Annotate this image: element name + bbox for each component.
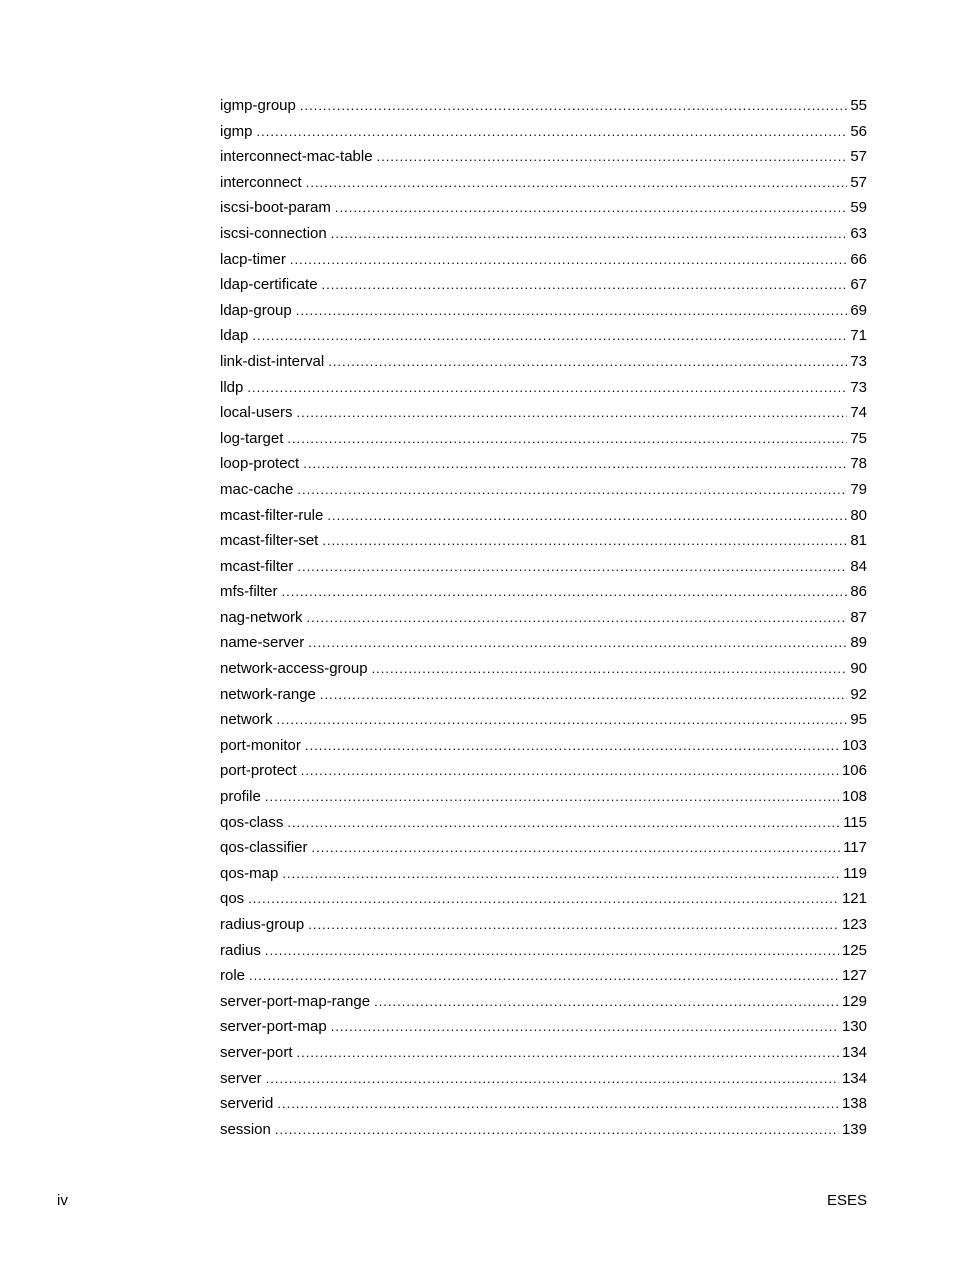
toc-entry-page: 55 — [850, 97, 867, 114]
toc-entry-title: mcast-filter-set — [220, 532, 319, 550]
toc-entry-title: server-port-map-range — [220, 992, 371, 1010]
toc-entry-page: 121 — [841, 890, 867, 908]
toc-entry-title: qos-map — [220, 864, 279, 882]
toc-entry[interactable] — [220, 249, 867, 275]
toc-dot-leader — [300, 95, 847, 117]
toc-entry[interactable] — [220, 1119, 867, 1145]
toc-entry[interactable] — [220, 837, 867, 863]
toc-dot-leader — [322, 274, 848, 296]
toc-entry-title: radius — [220, 941, 261, 959]
toc-entry-title: name-server — [220, 634, 305, 652]
toc-entry-page: 66 — [850, 250, 867, 268]
toc-entry[interactable] — [220, 402, 867, 428]
toc-entry-page: 117 — [843, 839, 867, 857]
toc-entry-title: port-protect — [220, 762, 297, 780]
toc-entry[interactable] — [220, 1016, 867, 1042]
toc-entry-title: network — [220, 711, 273, 729]
toc-entry-page: 115 — [843, 813, 867, 831]
toc-entry-title: qos-class — [220, 813, 284, 831]
toc-entry-page: 57 — [850, 148, 867, 166]
toc-entry-page: 129 — [841, 992, 867, 1010]
toc-entry-page: 59 — [850, 199, 867, 217]
toc-entry[interactable] — [220, 556, 867, 582]
toc-entry-title: interconnect — [220, 173, 302, 191]
toc-entry-title: ldap-group — [220, 301, 292, 319]
toc-dot-leader — [327, 505, 847, 527]
table-of-contents — [220, 95, 867, 1144]
toc-dot-leader — [331, 1016, 839, 1038]
toc-dot-leader — [275, 1119, 839, 1141]
toc-dot-leader — [287, 428, 847, 450]
toc-entry[interactable] — [220, 351, 867, 377]
toc-dot-leader — [257, 121, 848, 143]
toc-entry[interactable] — [220, 735, 867, 761]
toc-entry-page: 84 — [850, 557, 867, 575]
toc-dot-leader — [248, 888, 839, 910]
toc-dot-leader — [307, 607, 848, 629]
toc-entry-page: 73 — [850, 378, 867, 396]
toc-entry[interactable] — [220, 172, 867, 198]
toc-entry-title: log-target — [220, 429, 284, 447]
toc-entry-title: port-monitor — [220, 736, 301, 754]
toc-entry-title: ldap — [220, 327, 249, 345]
toc-dot-leader — [297, 1042, 839, 1064]
toc-entry[interactable] — [220, 965, 867, 991]
toc-entry-title: ldap-certificate — [220, 276, 318, 294]
toc-dot-leader — [247, 377, 847, 399]
toc-entry[interactable] — [220, 991, 867, 1017]
toc-entry[interactable] — [220, 121, 867, 147]
toc-dot-leader — [282, 863, 840, 885]
toc-entry-page: 63 — [850, 224, 867, 242]
footer-page-number: iv — [57, 1192, 68, 1209]
toc-dot-leader — [297, 556, 847, 578]
toc-entry[interactable] — [220, 1068, 867, 1094]
toc-entry[interactable] — [220, 914, 867, 940]
toc-entry-title: lacp-timer — [220, 250, 286, 268]
toc-dot-leader — [277, 709, 848, 731]
toc-entry-title: server-port — [220, 1043, 293, 1061]
toc-dot-leader — [312, 837, 841, 859]
toc-dot-leader — [290, 249, 847, 271]
toc-dot-leader — [303, 453, 847, 475]
toc-dot-leader — [308, 914, 839, 936]
toc-dot-leader — [306, 172, 848, 194]
toc-entry-page: 56 — [850, 122, 867, 140]
toc-entry[interactable] — [220, 377, 867, 403]
toc-entry[interactable] — [220, 146, 867, 172]
toc-entry-title: serverid — [220, 1095, 274, 1113]
toc-entry[interactable] — [220, 95, 867, 121]
toc-entry-page: 81 — [850, 532, 867, 550]
toc-dot-leader — [287, 812, 840, 834]
toc-entry-page: 125 — [841, 941, 867, 959]
toc-entry-page: 123 — [841, 916, 867, 933]
toc-dot-leader — [377, 146, 848, 168]
toc-entry[interactable] — [220, 1042, 867, 1068]
toc-entry-page: 80 — [850, 506, 867, 524]
toc-entry[interactable] — [220, 428, 867, 454]
toc-entry-page: 108 — [841, 788, 867, 806]
toc-entry-title: profile — [220, 788, 261, 806]
toc-entry[interactable] — [220, 505, 867, 531]
footer-label: ESES — [826, 1192, 867, 1209]
toc-dot-leader — [265, 786, 839, 808]
toc-entry[interactable] — [220, 888, 867, 914]
toc-entry-title: mac-cache — [220, 480, 294, 498]
toc-entry-page: 79 — [850, 480, 867, 498]
toc-entry[interactable] — [220, 863, 867, 889]
toc-entry-title: iscsi-boot-param — [220, 199, 331, 217]
toc-dot-leader — [296, 300, 848, 322]
toc-entry-page: 130 — [841, 1018, 867, 1036]
toc-entry-title: network-range — [220, 685, 316, 703]
toc-dot-leader — [252, 325, 847, 347]
toc-entry-title: network-access-group — [220, 660, 368, 678]
toc-entry-page: 75 — [850, 429, 867, 447]
toc-entry-page: 106 — [841, 762, 867, 780]
toc-entry-title: mfs-filter — [220, 583, 278, 601]
toc-entry-page: 119 — [843, 864, 867, 882]
toc-entry-page: 90 — [850, 660, 867, 678]
toc-entry[interactable] — [220, 786, 867, 812]
toc-entry-title: mcast-filter-rule — [220, 506, 324, 524]
toc-dot-leader — [277, 1093, 839, 1115]
toc-entry-page: 95 — [850, 711, 867, 729]
toc-entry-page: 89 — [850, 634, 867, 652]
toc-entry-title: loop-protect — [220, 455, 300, 473]
toc-dot-leader — [301, 760, 839, 782]
toc-entry-page: 92 — [850, 685, 867, 703]
toc-dot-leader — [297, 479, 847, 501]
toc-entry-page: 103 — [841, 736, 867, 754]
toc-dot-leader — [374, 991, 839, 1013]
toc-dot-leader — [320, 684, 847, 706]
toc-entry-page: 57 — [850, 173, 867, 191]
toc-entry[interactable] — [220, 607, 867, 633]
toc-entry-title: server-port-map — [220, 1018, 327, 1036]
toc-entry-title: lldp — [220, 378, 244, 396]
toc-entry-page: 67 — [850, 276, 867, 294]
toc-entry-title: nag-network — [220, 608, 303, 626]
toc-entry[interactable] — [220, 325, 867, 351]
toc-entry-title: igmp-group — [220, 97, 296, 114]
toc-entry[interactable] — [220, 709, 867, 735]
toc-entry-page: 78 — [850, 455, 867, 473]
toc-entry-page: 134 — [841, 1043, 867, 1061]
toc-entry-page: 74 — [850, 404, 867, 422]
toc-entry-page: 127 — [841, 967, 867, 985]
toc-entry-title: server — [220, 1069, 262, 1087]
toc-entry-title: link-dist-interval — [220, 352, 325, 370]
toc-entry-page: 134 — [841, 1069, 867, 1087]
toc-entry[interactable] — [220, 812, 867, 838]
toc-entry-title: qos-classifier — [220, 839, 308, 857]
toc-entry-page: 138 — [841, 1095, 867, 1113]
toc-entry[interactable] — [220, 581, 867, 607]
toc-entry-title: qos — [220, 890, 245, 908]
toc-dot-leader — [308, 632, 847, 654]
toc-entry[interactable] — [220, 453, 867, 479]
toc-entry-title: iscsi-connection — [220, 224, 327, 242]
toc-entry-title: mcast-filter — [220, 557, 294, 575]
toc-entry-page: 139 — [841, 1120, 867, 1138]
toc-entry-page: 71 — [850, 327, 867, 345]
toc-entry[interactable] — [220, 223, 867, 249]
toc-dot-leader — [305, 735, 839, 757]
toc-dot-leader — [335, 197, 847, 219]
toc-dot-leader — [266, 1068, 839, 1090]
toc-entry[interactable] — [220, 479, 867, 505]
toc-dot-leader — [297, 402, 848, 424]
toc-entry-page: 87 — [850, 608, 867, 626]
toc-entry-title: radius-group — [220, 916, 305, 933]
toc-dot-leader — [322, 530, 847, 552]
toc-entry[interactable] — [220, 1093, 867, 1119]
toc-dot-leader — [249, 965, 839, 987]
toc-dot-leader — [331, 223, 848, 245]
toc-entry-page: 73 — [850, 352, 867, 370]
toc-entry[interactable] — [220, 530, 867, 556]
toc-entry[interactable] — [220, 760, 867, 786]
toc-entry-title: igmp — [220, 122, 253, 140]
toc-dot-leader — [328, 351, 847, 373]
toc-entry-title: role — [220, 967, 246, 985]
toc-entry-page: 86 — [850, 583, 867, 601]
toc-dot-leader — [282, 581, 848, 603]
toc-dot-leader — [372, 658, 848, 680]
toc-entry[interactable] — [220, 197, 867, 223]
toc-entry[interactable] — [220, 940, 867, 966]
toc-entry-page: 69 — [850, 301, 867, 319]
toc-entry[interactable] — [220, 300, 867, 326]
toc-entry[interactable] — [220, 684, 867, 710]
toc-dot-leader — [265, 940, 839, 962]
toc-entry-title: local-users — [220, 404, 293, 422]
toc-entry-title: interconnect-mac-table — [220, 148, 373, 166]
toc-entry[interactable] — [220, 658, 867, 684]
toc-entry[interactable] — [220, 632, 867, 658]
toc-entry[interactable] — [220, 274, 867, 300]
toc-entry-title: session — [220, 1120, 271, 1138]
